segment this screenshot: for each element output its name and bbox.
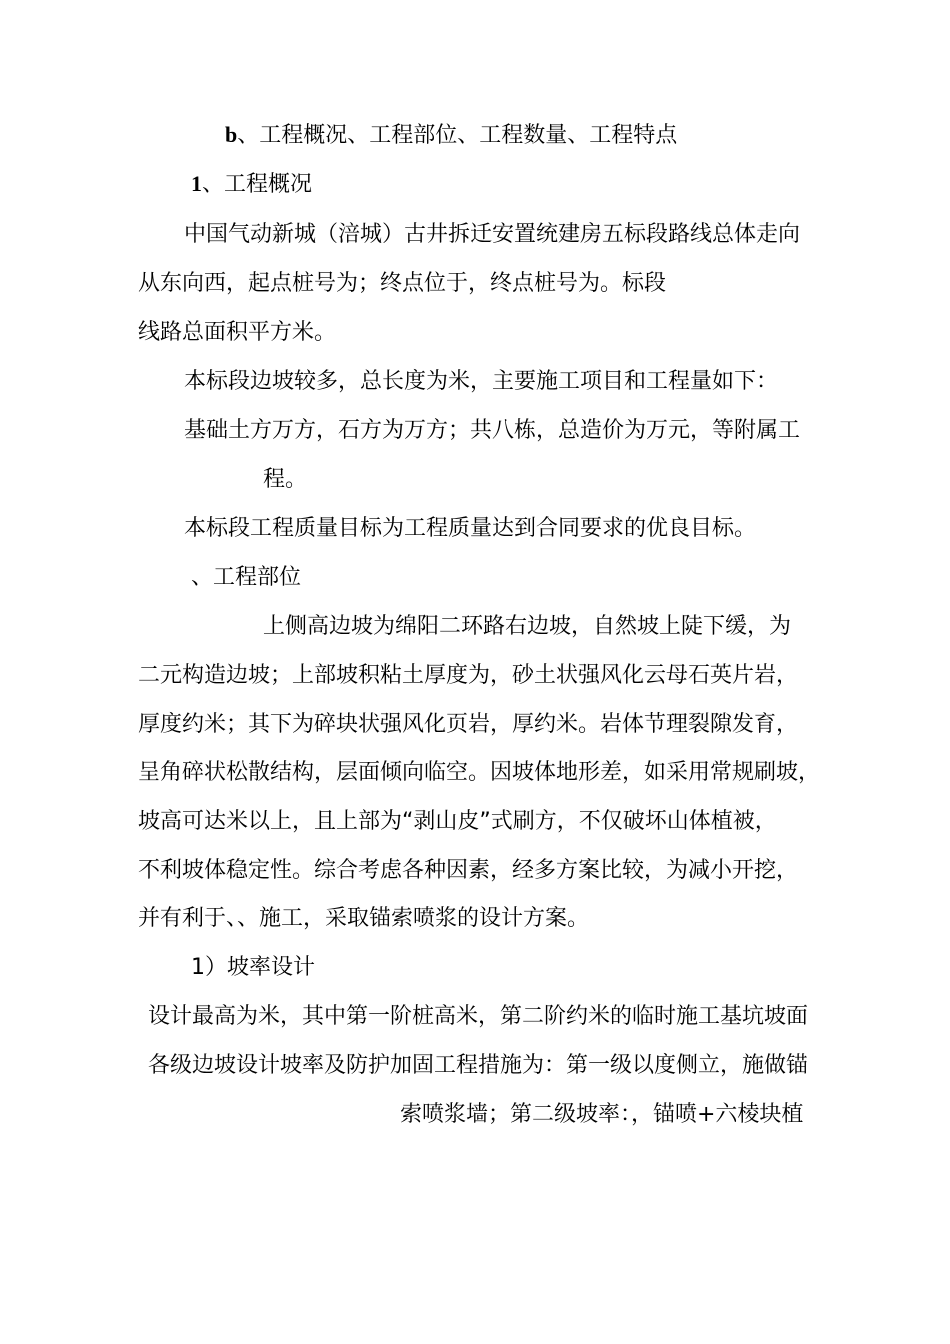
section1-title — [191, 169, 312, 200]
paragraph-line: 设计最高为米，其中第一阶桩高米，第二阶约米的临时施工基坑坡面 — [148, 1004, 809, 1029]
paragraph-line: 并有利于、、施工，采取锚索喷浆的设计方案。 — [138, 906, 590, 931]
paragraph-line: 基础土方万方，石方为万方；共八栋，总造价为万元，等附属工 — [184, 418, 801, 443]
section-heading — [225, 120, 677, 151]
paragraph-line: 二元构造边坡；上部坡积粘土厚度为，砂土状强风化云母石英片岩， — [138, 663, 799, 688]
subsection1-title: 1）坡率设计 — [191, 955, 315, 980]
paragraph-line: 中国气动新城（涪城）古井拆迁安置统建房五标段路线总体走向 — [184, 222, 801, 247]
paragraph-line: 线路总面积平方米。 — [138, 320, 337, 345]
section1-title-text: 、工程概况 — [202, 172, 313, 197]
section2-title: 、工程部位 — [191, 565, 302, 590]
paragraph-line: 索喷浆墙；第二级坡率：，锚喷+六棱块植 — [400, 1102, 804, 1127]
paragraph-line: 程。 — [263, 467, 308, 492]
paragraph-line: 本标段边坡较多，总长度为米，主要施工项目和工程量如下： — [184, 369, 779, 394]
heading-prefix: b — [225, 122, 238, 147]
paragraph-line: 本标段工程质量目标为工程质量达到合同要求的优良目标。 — [184, 516, 757, 541]
paragraph-line: 呈角碎状松散结构，层面倾向临空。因坡体地形差，如采用常规刷坡， — [138, 760, 821, 785]
paragraph-line: 从东向西，起点桩号为；终点位于，终点桩号为。标段 — [138, 271, 667, 296]
section1-number: 1 — [191, 171, 202, 196]
paragraph-line: 厚度约米；其下为碎块状强风化页岩，厚约米。岩体节理裂隙发育， — [138, 712, 799, 737]
paragraph-line: 不利坡体稳定性。综合考虑各种因素，经多方案比较，为减小开挖， — [138, 858, 799, 883]
paragraph-line: 坡高可达米以上，且上部为“剥山皮”式刷方，不仅破坏山体植被， — [138, 809, 777, 834]
heading-title: 、工程概况、工程部位、工程数量、工程特点 — [237, 123, 678, 148]
paragraph-line: 各级边坡设计坡率及防护加固工程措施为：第一级以度侧立，施做锚 — [148, 1053, 809, 1078]
paragraph-line: 上侧高边坡为绵阳二环路右边坡，自然坡上陡下缓，为 — [263, 614, 792, 639]
